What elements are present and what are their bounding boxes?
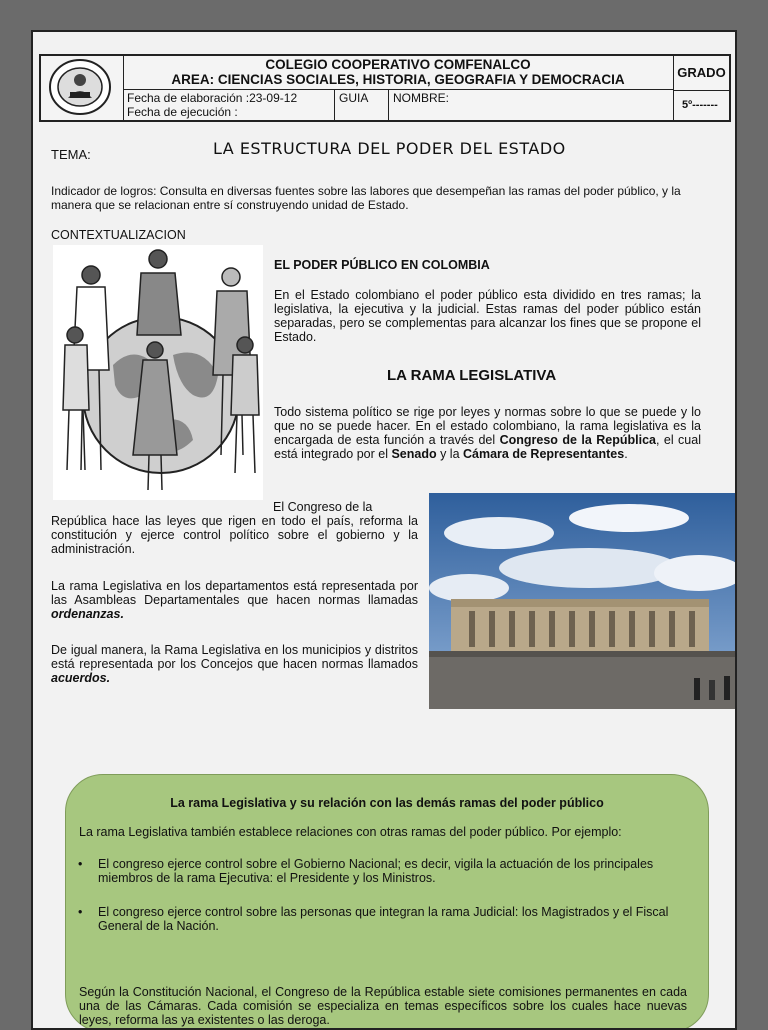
grado-value: 5º------- <box>682 99 718 111</box>
box-bullet-list <box>66 857 686 953</box>
rama-legislativa-heading: LA RAMA LEGISLATIVA <box>387 367 557 384</box>
page-title: LA ESTRUCTURA DEL PODER DEL ESTADO <box>213 139 566 158</box>
rama-legislativa-intro: Todo sistema político se rige por leyes y normas sobre lo que se puede y lo que no se puede hacer. En el estado colombiano, la rama legislativa es la encargada de esta función a través del Congreso de la República, el cual está integrado por el Senado y la Cámara de Representantes. <box>274 405 701 461</box>
acuerdos-term: acuerdos. <box>51 671 111 685</box>
camara-term: Cámara de Representantes <box>463 447 625 461</box>
senado-term: Senado <box>391 447 437 461</box>
guia-cell: GUIA <box>335 90 389 120</box>
box-title: La rama Legislativa y su relación con las demás ramas del poder público <box>170 796 604 810</box>
fecha-ejecucion: Fecha de ejecución : <box>127 105 238 119</box>
box-intro: La rama Legislativa también establece relaciones con otras ramas del poder público. Por ejemplo: <box>79 825 622 839</box>
congreso-paragraph: El Congreso de la República hace las leyes que rigen en todo el país, reforma la constitución y ejerce control político sobre el gobierno y la administración. <box>51 500 418 556</box>
box-closing: Según la Constitución Nacional, el Congreso de la República estable siete comisiones permanentes en cada una de las Cámaras. Cada comisión se especializa en temas específicos sobre los cuales hace nuevas leyes, reforma las ya existentes o las deroga. <box>79 985 687 1027</box>
fecha-elaboracion: Fecha de elaboración :23-09-12 <box>127 91 298 105</box>
tema-label: TEMA: <box>51 147 91 162</box>
area-name: AREA: CIENCIAS SOCIALES, HISTORIA, GEOGRAFIA Y DEMOCRACIA <box>171 72 625 87</box>
relacion-ramas-box <box>65 774 709 1030</box>
grado-label: GRADO <box>674 56 729 91</box>
school-name: COLEGIO COOPERATIVO COMFENALCO <box>265 57 531 72</box>
bullet-icon: • <box>78 905 83 919</box>
header-table <box>39 54 731 122</box>
list-item: • El congreso ejerce control sobre el Gobierno Nacional; es decir, vigila la actuación de los principales miembros de la rama Ejecutiva: el Presidente y los Ministros. <box>78 857 654 885</box>
people-around-globe-illustration <box>53 245 263 500</box>
poder-publico-text: En el Estado colombiano el poder público esta dividido en tres ramas; la legislativa, la ejecutiva y la judicial. Estas ramas del poder público están separadas, pero se complementas para alcanzar los fines que se propone el Estado. <box>274 288 701 344</box>
school-seal-icon <box>48 58 112 116</box>
poder-publico-heading: EL PODER PÚBLICO EN COLOMBIA <box>274 258 490 272</box>
bullet-icon: • <box>78 857 83 871</box>
congreso-term: Congreso de la República <box>499 433 656 447</box>
logo-cell <box>41 56 124 120</box>
list-item: • El congreso ejerce control sobre las personas que integran la rama Judicial: los Magistrados y el Fiscal General de la Nación. <box>78 905 669 933</box>
dates-cell <box>123 90 335 120</box>
worksheet-page <box>31 30 737 1030</box>
departamentos-paragraph: La rama Legislativa en los departamentos está representada por las Asambleas Departamentales que hacen normas llamadas ordenanzas. <box>51 579 418 621</box>
capitolio-photo <box>429 493 737 709</box>
municipios-paragraph: De igual manera, la Rama Legislativa en los municipios y distritos está representada por los Concejos que hacen normas llamados acuerdos. <box>51 643 418 685</box>
contextualizacion-label: CONTEXTUALIZACION <box>51 228 186 242</box>
header-title-cell <box>123 56 674 90</box>
indicador-logros: Indicador de logros: Consulta en diversas fuentes sobre las labores que desempeñan las ramas del poder público, y la manera que se relacionan entre sí construyendo unidad de Estado. <box>51 184 681 212</box>
nombre-field[interactable]: NOMBRE: <box>389 90 674 120</box>
ordenanzas-term: ordenanzas. <box>51 607 124 621</box>
